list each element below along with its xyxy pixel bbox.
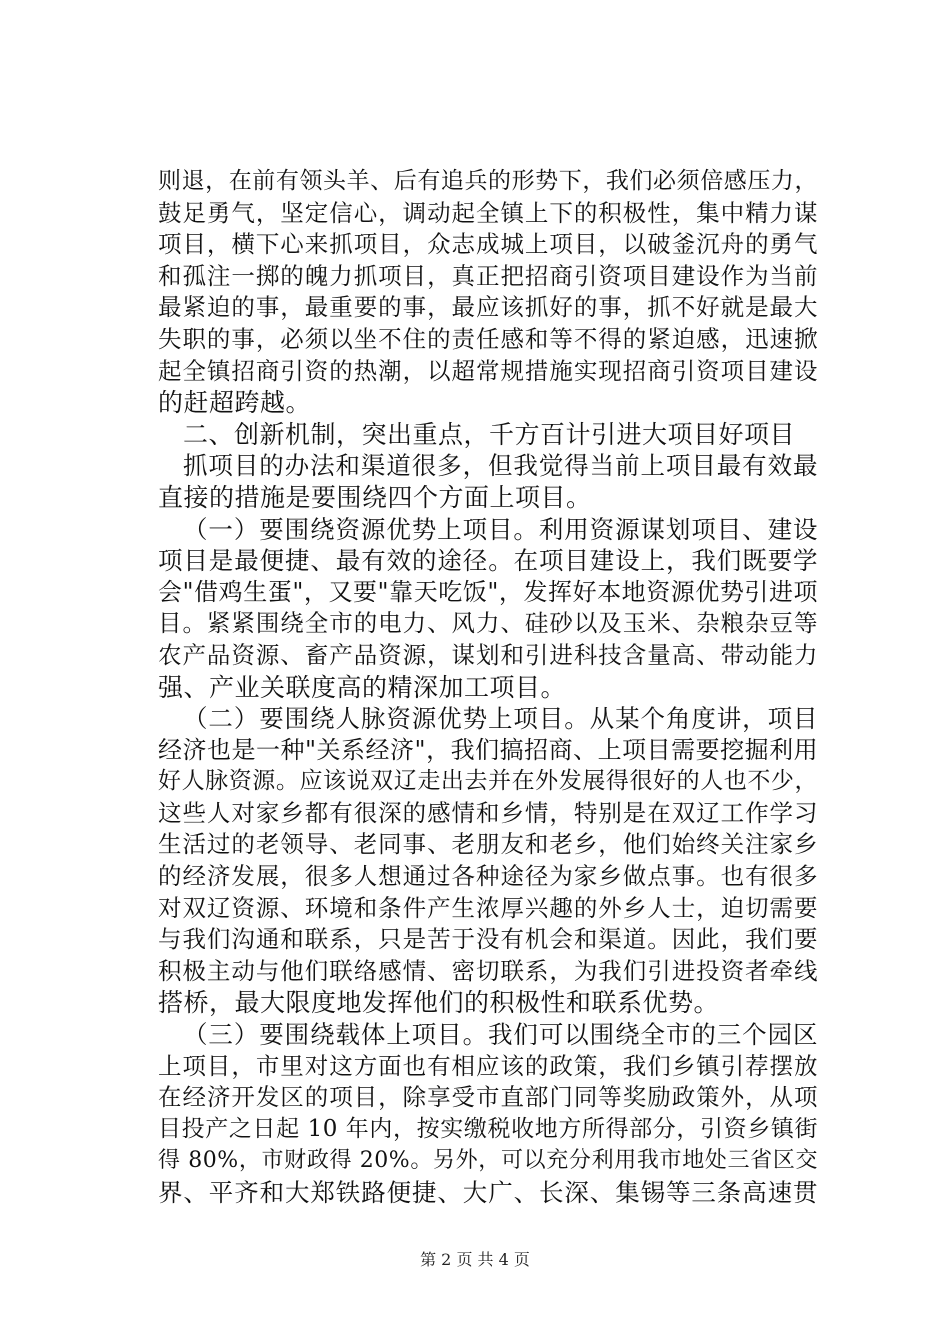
- text-line: 界、平齐和大郑铁路便捷、大广、长深、集锡等三条高速贯: [158, 1178, 818, 1207]
- text-line: 会"借鸡生蛋"，又要"靠天吃饭"，发挥好本地资源优势引进项: [158, 577, 818, 606]
- text-line: 与我们沟通和联系，只是苦于没有机会和渠道。因此，我们要: [158, 925, 818, 954]
- text-line: 在经济开发区的项目，除享受市直部门同等奖励政策外，从项: [158, 1083, 818, 1112]
- text-line: 目投产之日起 10 年内，按实缴税收地方所得部分，引资乡镇街: [158, 1115, 818, 1142]
- text-line: 二、创新机制，突出重点，千方百计引进大项目好项目: [183, 419, 796, 449]
- text-line: 目。紧紧围绕全市的电力、风力、硅砂以及玉米、杂粮杂豆等: [158, 609, 818, 638]
- text-line: 经济也是一种"关系经济"，我们搞招商、上项目需要挖掘利用: [158, 735, 819, 764]
- text-line: （一）要围绕资源优势上项目。利用资源谋划项目、建设: [183, 514, 818, 544]
- text-line: 和孤注一掷的魄力抓项目，真正把招商引资项目建设作为当前: [158, 261, 818, 290]
- document-body: [158, 166, 818, 1209]
- text-line: 的经济发展，很多人想通过各种途径为家乡做点事。也有很多: [158, 862, 818, 891]
- text-line: 好人脉资源。应该说双辽走出去并在外发展得很好的人也不少，: [158, 768, 818, 795]
- text-line: 生活过的老领导、老同事、老朋友和老乡，他们始终关注家乡: [158, 830, 818, 859]
- text-line: 积极主动与他们联络感情、密切联系，为我们引进投资者牵线: [158, 956, 818, 985]
- text-line: 项目是最便捷、最有效的途径。在项目建设上，我们既要学: [158, 546, 818, 576]
- text-line: （三）要围绕载体上项目。我们可以围绕全市的三个园区: [183, 1020, 818, 1050]
- page-footer: 第 2 页 共 4 页: [420, 1250, 530, 1269]
- text-line: 对双辽资源、环境和条件产生浓厚兴趣的外乡人士，迫切需要: [158, 893, 818, 922]
- text-line: 农产品资源、畜产品资源，谋划和引进科技含量高、带动能力: [158, 640, 818, 669]
- text-line: 起全镇招商引资的热潮，以超常规措施实现招商引资项目建设: [158, 356, 818, 385]
- text-line: 最紧迫的事，最重要的事，最应该抓好的事，抓不好就是最大: [158, 293, 818, 322]
- text-line: 强、产业关联度高的精深加工项目。: [158, 672, 567, 702]
- text-line: 鼓足勇气，坚定信心，调动起全镇上下的积极性，集中精力谋: [158, 198, 818, 227]
- text-line: 搭桥，最大限度地发挥他们的积极性和联系优势。: [158, 988, 720, 1018]
- text-line: 抓项目的办法和渠道很多，但我觉得当前上项目最有效最: [183, 451, 818, 481]
- text-line: 则退，在前有领头羊、后有追兵的形势下，我们必须倍感压力，: [158, 168, 818, 194]
- text-line: 直接的措施是要围绕四个方面上项目。: [158, 482, 592, 512]
- text-line: （二）要围绕人脉资源优势上项目。从某个角度讲，项目: [183, 704, 818, 734]
- text-line: 项目，横下心来抓项目，众志成城上项目，以破釜沉舟的勇气: [158, 230, 818, 259]
- text-line: 上项目，市里对这方面也有相应该的政策，我们乡镇引荐摆放: [158, 1051, 818, 1080]
- text-line: 得 80%，市财政得 20%。另外，可以充分利用我市地处三省区交: [158, 1148, 818, 1174]
- text-line: 的赶超跨越。: [158, 388, 312, 418]
- text-line: 这些人对家乡都有很深的感情和乡情，特别是在双辽工作学习: [158, 798, 818, 827]
- text-line: 失职的事，必须以坐不住的责任感和等不得的紧迫感，迅速掀: [158, 324, 818, 353]
